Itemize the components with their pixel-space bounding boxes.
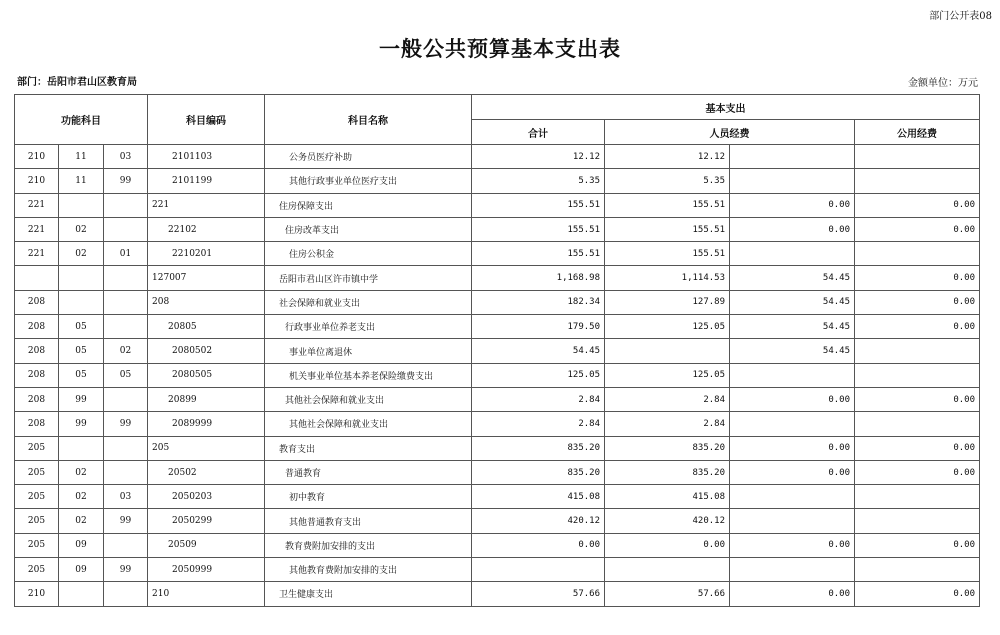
subject-code-cell: 208 — [148, 290, 265, 314]
func-section-cell: 99 — [59, 412, 104, 436]
subject-name-cell: 其他行政事业单位医疗支出 — [265, 169, 472, 193]
total-cell: 420.12 — [472, 509, 605, 533]
func-section-cell: 11 — [59, 145, 104, 169]
table-row — [15, 193, 980, 217]
subject-code-cell: 2089999 — [148, 412, 265, 436]
func-item-cell: 02 — [104, 339, 148, 363]
personnel-extra-cell: 0.00 — [730, 217, 855, 241]
total-cell: 2.84 — [472, 412, 605, 436]
table-row — [15, 217, 980, 241]
public-cell — [855, 363, 980, 387]
personnel-cell: 127.89 — [605, 290, 730, 314]
func-section-cell: 09 — [59, 558, 104, 582]
func-class-cell: 205 — [15, 533, 59, 557]
personnel-cell: 5.35 — [605, 169, 730, 193]
total-cell: 182.34 — [472, 290, 605, 314]
subject-code-cell: 2210201 — [148, 242, 265, 266]
func-section-cell: 02 — [59, 509, 104, 533]
func-section-cell: 05 — [59, 363, 104, 387]
personnel-cell: 0.00 — [605, 533, 730, 557]
func-item-cell: 99 — [104, 412, 148, 436]
total-cell: 57.66 — [472, 582, 605, 606]
table-row — [15, 266, 980, 290]
func-section-cell: 02 — [59, 485, 104, 509]
table-row — [15, 582, 980, 606]
header-total: 合计 — [472, 120, 605, 145]
personnel-cell: 835.20 — [605, 436, 730, 460]
subject-code-cell: 2050299 — [148, 509, 265, 533]
personnel-extra-cell — [730, 485, 855, 509]
total-cell: 835.20 — [472, 460, 605, 484]
func-class-cell: 205 — [15, 558, 59, 582]
public-cell — [855, 242, 980, 266]
func-class-cell: 210 — [15, 169, 59, 193]
func-class-cell: 205 — [15, 436, 59, 460]
func-section-cell: 02 — [59, 460, 104, 484]
func-class-cell: 205 — [15, 509, 59, 533]
personnel-extra-cell — [730, 145, 855, 169]
table-row — [15, 387, 980, 411]
func-item-cell: 03 — [104, 145, 148, 169]
total-cell: 835.20 — [472, 436, 605, 460]
public-cell: 0.00 — [855, 582, 980, 606]
public-cell — [855, 339, 980, 363]
func-class-cell: 208 — [15, 387, 59, 411]
public-cell: 0.00 — [855, 460, 980, 484]
subject-name-cell: 普通教育 — [265, 460, 472, 484]
func-class-cell — [15, 266, 59, 290]
personnel-extra-cell: 0.00 — [730, 436, 855, 460]
table-row — [15, 315, 980, 339]
personnel-cell: 420.12 — [605, 509, 730, 533]
func-class-cell: 210 — [15, 145, 59, 169]
personnel-cell: 2.84 — [605, 387, 730, 411]
total-cell: 2.84 — [472, 387, 605, 411]
func-item-cell — [104, 387, 148, 411]
public-cell — [855, 558, 980, 582]
subject-code-cell: 221 — [148, 193, 265, 217]
func-section-cell — [59, 266, 104, 290]
table-row — [15, 436, 980, 460]
personnel-cell: 1,114.53 — [605, 266, 730, 290]
func-section-cell: 09 — [59, 533, 104, 557]
func-class-cell: 208 — [15, 290, 59, 314]
table-row — [15, 533, 980, 557]
personnel-cell: 2.84 — [605, 412, 730, 436]
subject-code-cell: 2101103 — [148, 145, 265, 169]
public-cell: 0.00 — [855, 533, 980, 557]
subject-name-cell: 住房改革支出 — [265, 217, 472, 241]
func-item-cell: 03 — [104, 485, 148, 509]
func-class-cell: 221 — [15, 217, 59, 241]
personnel-extra-cell: 54.45 — [730, 339, 855, 363]
personnel-cell: 125.05 — [605, 363, 730, 387]
subject-code-cell: 2050999 — [148, 558, 265, 582]
total-cell: 5.35 — [472, 169, 605, 193]
func-item-cell — [104, 290, 148, 314]
personnel-extra-cell — [730, 558, 855, 582]
subject-name-cell: 住房保障支出 — [265, 193, 472, 217]
func-class-cell: 221 — [15, 242, 59, 266]
func-class-cell: 210 — [15, 582, 59, 606]
func-item-cell: 99 — [104, 509, 148, 533]
func-section-cell — [59, 436, 104, 460]
subject-name-cell: 其他教育费附加安排的支出 — [265, 558, 472, 582]
public-cell: 0.00 — [855, 266, 980, 290]
personnel-cell: 155.51 — [605, 242, 730, 266]
total-cell: 125.05 — [472, 363, 605, 387]
public-cell — [855, 412, 980, 436]
personnel-cell: 57.66 — [605, 582, 730, 606]
personnel-extra-cell: 0.00 — [730, 582, 855, 606]
table-row — [15, 460, 980, 484]
budget-expense-table — [14, 94, 980, 607]
subject-name-cell: 岳阳市君山区许市镇中学 — [265, 266, 472, 290]
public-cell: 0.00 — [855, 387, 980, 411]
public-cell: 0.00 — [855, 290, 980, 314]
subject-code-cell: 127007 — [148, 266, 265, 290]
personnel-extra-cell: 54.45 — [730, 290, 855, 314]
public-cell: 0.00 — [855, 436, 980, 460]
func-section-cell — [59, 193, 104, 217]
subject-name-cell: 机关事业单位基本养老保险缴费支出 — [265, 363, 472, 387]
public-cell — [855, 485, 980, 509]
subject-code-cell: 20502 — [148, 460, 265, 484]
table-row — [15, 485, 980, 509]
public-cell: 0.00 — [855, 217, 980, 241]
header-subject-name: 科目名称 — [265, 95, 472, 145]
func-section-cell: 11 — [59, 169, 104, 193]
personnel-extra-cell: 0.00 — [730, 387, 855, 411]
func-section-cell: 02 — [59, 217, 104, 241]
func-item-cell — [104, 193, 148, 217]
subject-name-cell: 公务员医疗补助 — [265, 145, 472, 169]
personnel-extra-cell: 0.00 — [730, 193, 855, 217]
func-item-cell: 99 — [104, 558, 148, 582]
func-class-cell: 221 — [15, 193, 59, 217]
total-cell: 155.51 — [472, 193, 605, 217]
total-cell: 155.51 — [472, 242, 605, 266]
total-cell: 155.51 — [472, 217, 605, 241]
personnel-extra-cell — [730, 509, 855, 533]
table-row — [15, 169, 980, 193]
func-item-cell: 99 — [104, 169, 148, 193]
personnel-extra-cell — [730, 242, 855, 266]
func-class-cell: 205 — [15, 485, 59, 509]
func-class-cell: 208 — [15, 363, 59, 387]
func-item-cell — [104, 533, 148, 557]
subject-name-cell: 其他社会保障和就业支出 — [265, 412, 472, 436]
total-cell: 1,168.98 — [472, 266, 605, 290]
public-cell — [855, 509, 980, 533]
subject-name-cell: 其他普通教育支出 — [265, 509, 472, 533]
subject-code-cell: 2101199 — [148, 169, 265, 193]
func-class-cell: 208 — [15, 315, 59, 339]
personnel-cell: 155.51 — [605, 217, 730, 241]
subject-name-cell: 其他社会保障和就业支出 — [265, 387, 472, 411]
subject-code-cell: 205 — [148, 436, 265, 460]
subject-code-cell: 20899 — [148, 387, 265, 411]
personnel-cell: 125.05 — [605, 315, 730, 339]
personnel-extra-cell — [730, 363, 855, 387]
amount-unit-label: 金额单位：万元 — [908, 78, 978, 89]
func-item-cell — [104, 582, 148, 606]
func-section-cell — [59, 582, 104, 606]
personnel-extra-cell: 0.00 — [730, 460, 855, 484]
header-subject-code: 科目编码 — [148, 95, 265, 145]
subject-name-cell: 初中教育 — [265, 485, 472, 509]
table-row — [15, 290, 980, 314]
subject-name-cell: 教育费附加安排的支出 — [265, 533, 472, 557]
personnel-cell: 415.08 — [605, 485, 730, 509]
department-label: 部门：岳阳市君山区教育局 — [17, 77, 137, 88]
subject-name-cell: 住房公积金 — [265, 242, 472, 266]
func-class-cell: 208 — [15, 412, 59, 436]
personnel-cell — [605, 558, 730, 582]
table-row — [15, 558, 980, 582]
public-cell — [855, 145, 980, 169]
func-class-cell: 208 — [15, 339, 59, 363]
subject-code-cell: 2080502 — [148, 339, 265, 363]
public-cell: 0.00 — [855, 315, 980, 339]
personnel-extra-cell: 54.45 — [730, 266, 855, 290]
subject-name-cell: 社会保障和就业支出 — [265, 290, 472, 314]
subject-name-cell: 教育支出 — [265, 436, 472, 460]
func-section-cell: 05 — [59, 315, 104, 339]
subject-code-cell: 20509 — [148, 533, 265, 557]
personnel-extra-cell — [730, 169, 855, 193]
header-personnel: 人员经费 — [605, 120, 855, 145]
func-section-cell: 05 — [59, 339, 104, 363]
personnel-cell — [605, 339, 730, 363]
func-section-cell — [59, 290, 104, 314]
header-basic-expense: 基本支出 — [472, 95, 980, 120]
personnel-cell: 12.12 — [605, 145, 730, 169]
total-cell: 415.08 — [472, 485, 605, 509]
func-item-cell — [104, 436, 148, 460]
table-row — [15, 145, 980, 169]
personnel-extra-cell — [730, 412, 855, 436]
func-item-cell — [104, 460, 148, 484]
personnel-extra-cell: 54.45 — [730, 315, 855, 339]
subject-name-cell: 卫生健康支出 — [265, 582, 472, 606]
personnel-extra-cell: 0.00 — [730, 533, 855, 557]
total-cell: 0.00 — [472, 533, 605, 557]
table-row — [15, 412, 980, 436]
subject-code-cell: 20805 — [148, 315, 265, 339]
subject-code-cell: 2080505 — [148, 363, 265, 387]
personnel-cell: 835.20 — [605, 460, 730, 484]
subject-code-cell: 22102 — [148, 217, 265, 241]
subject-code-cell: 210 — [148, 582, 265, 606]
header-func-subject: 功能科目 — [15, 95, 148, 145]
total-cell: 179.50 — [472, 315, 605, 339]
func-section-cell: 99 — [59, 387, 104, 411]
table-row — [15, 339, 980, 363]
header-public: 公用经费 — [855, 120, 980, 145]
func-item-cell: 05 — [104, 363, 148, 387]
func-item-cell — [104, 266, 148, 290]
table-number-label: 部门公开表08 — [929, 11, 992, 22]
subject-name-cell: 行政事业单位养老支出 — [265, 315, 472, 339]
func-item-cell — [104, 217, 148, 241]
table-row — [15, 363, 980, 387]
subject-code-cell: 2050203 — [148, 485, 265, 509]
subject-name-cell: 事业单位离退休 — [265, 339, 472, 363]
page-title: 一般公共预算基本支出表 — [379, 36, 621, 61]
public-cell — [855, 169, 980, 193]
func-section-cell: 02 — [59, 242, 104, 266]
table-row — [15, 509, 980, 533]
total-cell — [472, 558, 605, 582]
table-row — [15, 242, 980, 266]
total-cell: 54.45 — [472, 339, 605, 363]
public-cell: 0.00 — [855, 193, 980, 217]
func-item-cell — [104, 315, 148, 339]
total-cell: 12.12 — [472, 145, 605, 169]
personnel-cell: 155.51 — [605, 193, 730, 217]
func-item-cell: 01 — [104, 242, 148, 266]
func-class-cell: 205 — [15, 460, 59, 484]
